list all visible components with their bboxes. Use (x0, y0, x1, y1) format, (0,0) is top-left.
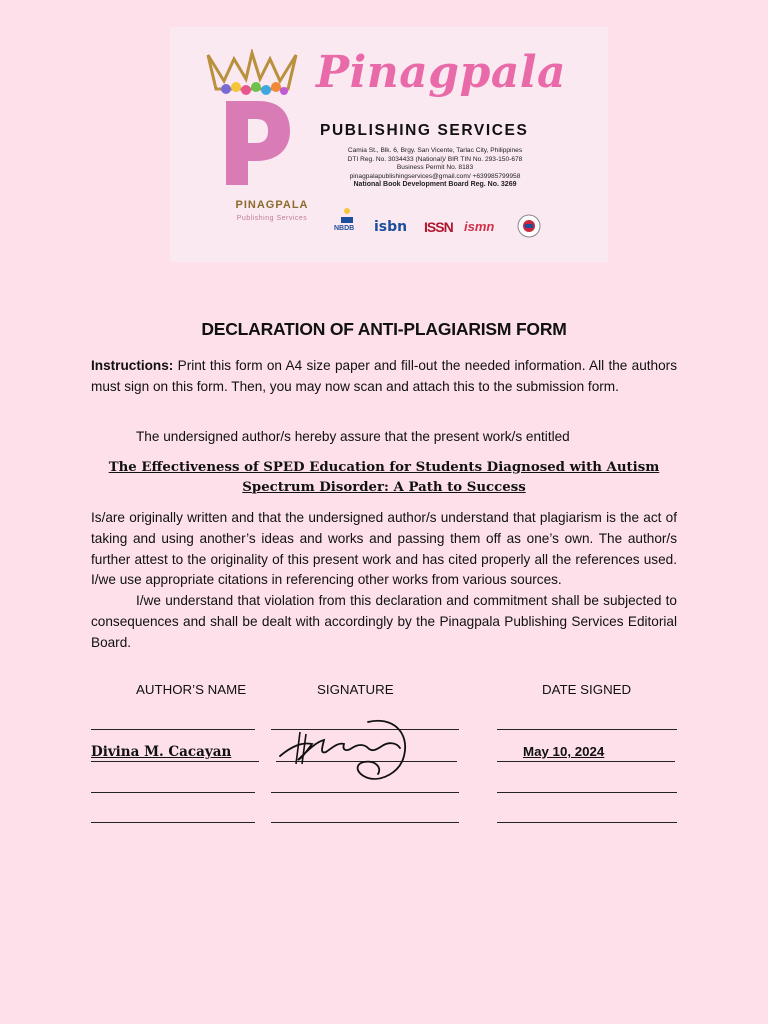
issn-badge: ISSN (424, 219, 453, 235)
address-line: Camia St., Blk. 6, Brgy. San Vicente, Tarlac City, Philippines (347, 147, 523, 154)
author-name-value: Divina M. Cacayan (91, 744, 232, 760)
signature-line-4 (271, 822, 459, 823)
isbn-badge: isbn (374, 219, 408, 235)
declaration-paragraph-2: I/we understand that violation from this declaration and commitment shall be subjected to consequences and shall be dealt with accordingly by the Pinagpala Publishing Services Editorial Board. (91, 593, 677, 650)
nbdb-line: National Book Development Board Reg. No. 3269 (353, 181, 517, 189)
brand-name: Pinagpala (316, 47, 567, 98)
logo-subcaption: Publishing Services (236, 215, 308, 222)
column-signature: SIGNATURE (317, 682, 394, 697)
date-line-3 (497, 792, 677, 793)
column-date-signed: DATE SIGNED (542, 682, 632, 697)
name-line-1 (91, 729, 255, 730)
work-title: The Effectiveness of SPED Education for Students Diagnosed with Autism Spectrum Disorder: A Path to Success (108, 460, 660, 495)
instructions (91, 356, 677, 398)
publisher-logo (204, 49, 309, 222)
form-title: DECLARATION OF ANTI-PLAGIARISM FORM (201, 319, 567, 339)
declaration-body (91, 508, 677, 654)
signature-line-3 (271, 792, 459, 793)
publisher-address (330, 147, 540, 190)
declaration-paragraph-2-wrap (91, 591, 677, 653)
date-line-1 (497, 729, 677, 730)
permit-line: Business Permit No. 8183 (396, 164, 474, 172)
name-line-2 (91, 761, 259, 762)
name-line-4 (91, 822, 255, 823)
publisher-header (170, 27, 608, 262)
logo-letter-p (222, 87, 292, 187)
accreditation-badges (330, 207, 550, 237)
seal-icon (516, 213, 542, 239)
undersigned-statement: The undersigned author/s hereby assure that the present work/s entitled (136, 429, 570, 444)
author-signature (272, 712, 412, 784)
instructions-text: Print this form on A4 size paper and fill-out the needed information. All the authors must sign on this form. Then, you may now scan and attach this to the submission form. (91, 358, 677, 394)
nbdb-badge: NBDB (334, 225, 355, 232)
date-signed-value: May 10, 2024 (523, 744, 605, 759)
instructions-label: Instructions: (91, 358, 174, 373)
brand-services: PUBLISHING SERVICES (320, 122, 529, 139)
column-author-name: AUTHOR’S NAME (136, 682, 247, 697)
date-line-4 (497, 822, 677, 823)
nbdb-icon (338, 207, 356, 225)
contact-line: pinagpalapublishingservices@gmail.com/ +639985799958 (349, 172, 521, 180)
logo-caption: PINAGPALA (235, 199, 309, 211)
date-line-2 (497, 761, 675, 762)
ismn-badge: ismn (464, 219, 495, 234)
name-line-3 (91, 792, 255, 793)
registration-line: DTI Reg. No. 3034433 (National)/ BIR TIN No. 293-150-678 (347, 155, 523, 163)
declaration-paragraph-1: Is/are originally written and that the undersigned author/s understand that plagiarism is the act of taking and using another’s ideas and works and passing them off as one’s own. The author/s further attest to the originality of this present work and has cited properly all the references used. I/we use appropriate citations in referencing other works from various sources. (91, 510, 677, 588)
